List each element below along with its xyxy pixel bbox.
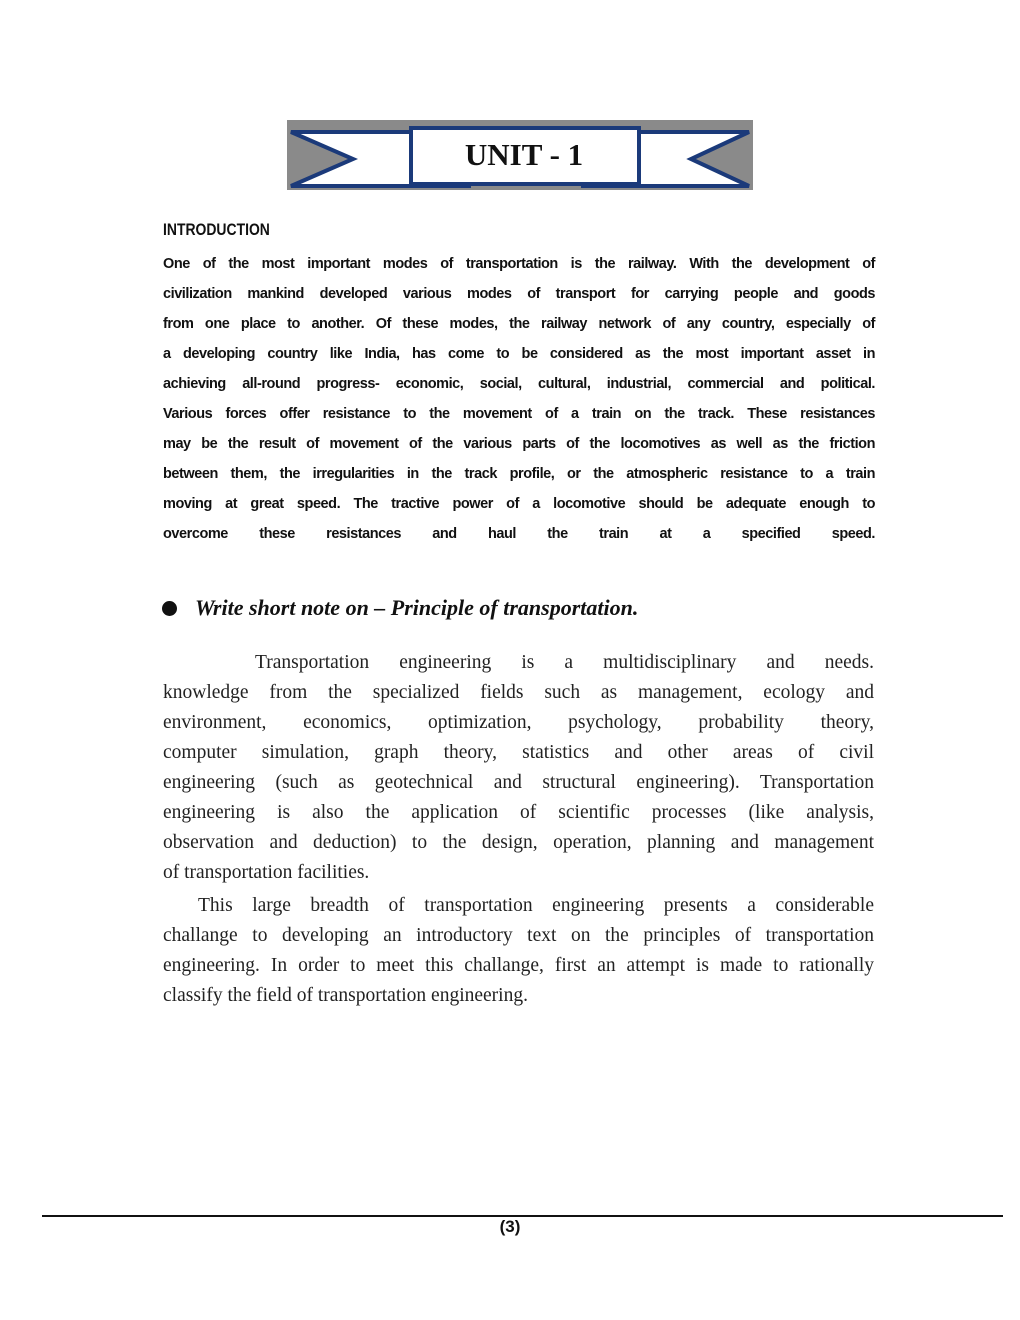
text-line: of transportation facilities.: [163, 862, 370, 883]
text-line: civilization mankind developed various modes of transport for carrying people and goods: [163, 286, 875, 302]
text-line: engineering (such as geotechnical and structural engineering). Transportation: [163, 772, 874, 793]
text-line: challange to developing an introductory text on the principles of transportation: [163, 925, 874, 946]
text-line: observation and deduction) to the design, operation, planning and management: [163, 832, 874, 853]
text-line: computer simulation, graph theory, statistics and other areas of civil: [163, 742, 874, 763]
text-line: moving at great speed. The tractive power of a locomotive should be adequate enough to: [163, 496, 875, 512]
text-line: achieving all-round progress- economic, social, cultural, industrial, commercial and political.: [163, 376, 875, 392]
text-line: One of the most important modes of transportation is the railway. With the development of: [163, 256, 875, 272]
question-heading: [160, 595, 638, 621]
text-line: Various forces offer resistance to the movement of a train on the track. These resistances: [163, 406, 875, 422]
text-line: from one place to another. Of these modes, the railway network of any country, especially of: [163, 316, 875, 332]
text-line: classify the field of transportation engineering.: [163, 985, 528, 1006]
introduction-heading: INTRODUCTION: [163, 220, 270, 239]
text-line: environment, economics, optimization, psychology, probability theory,: [163, 712, 874, 733]
unit-title: UNIT - 1: [464, 137, 584, 172]
text-line: This large breadth of transportation engineering presents a considerable: [198, 895, 874, 916]
text-line: may be the result of movement of the various parts of the locomotives as well as the friction: [163, 436, 875, 452]
bullet-icon: [162, 601, 177, 616]
paragraph-breadth: [163, 891, 874, 1011]
text-line: engineering is also the application of scientific processes (like analysis,: [163, 802, 874, 823]
page-number: (3): [499, 1217, 521, 1236]
text-line: a developing country like India, has come to be considered as the most important asset in: [163, 346, 875, 362]
question-text: Write short note on – Principle of transportation.: [195, 595, 639, 620]
text-line: Transportation engineering is a multidisciplinary and needs.: [255, 652, 874, 673]
text-line: knowledge from the specialized fields such as management, ecology and: [163, 682, 874, 703]
introduction-paragraph: [163, 251, 875, 551]
text-line: overcome these resistances and haul the train at a specified speed.: [163, 526, 875, 542]
text-line: between them, the irregularities in the track profile, or the atmospheric resistance to a train: [163, 466, 875, 482]
text-line: engineering. In order to meet this challange, first an attempt is made to rationally: [163, 955, 874, 976]
paragraph-principle: [163, 648, 874, 888]
